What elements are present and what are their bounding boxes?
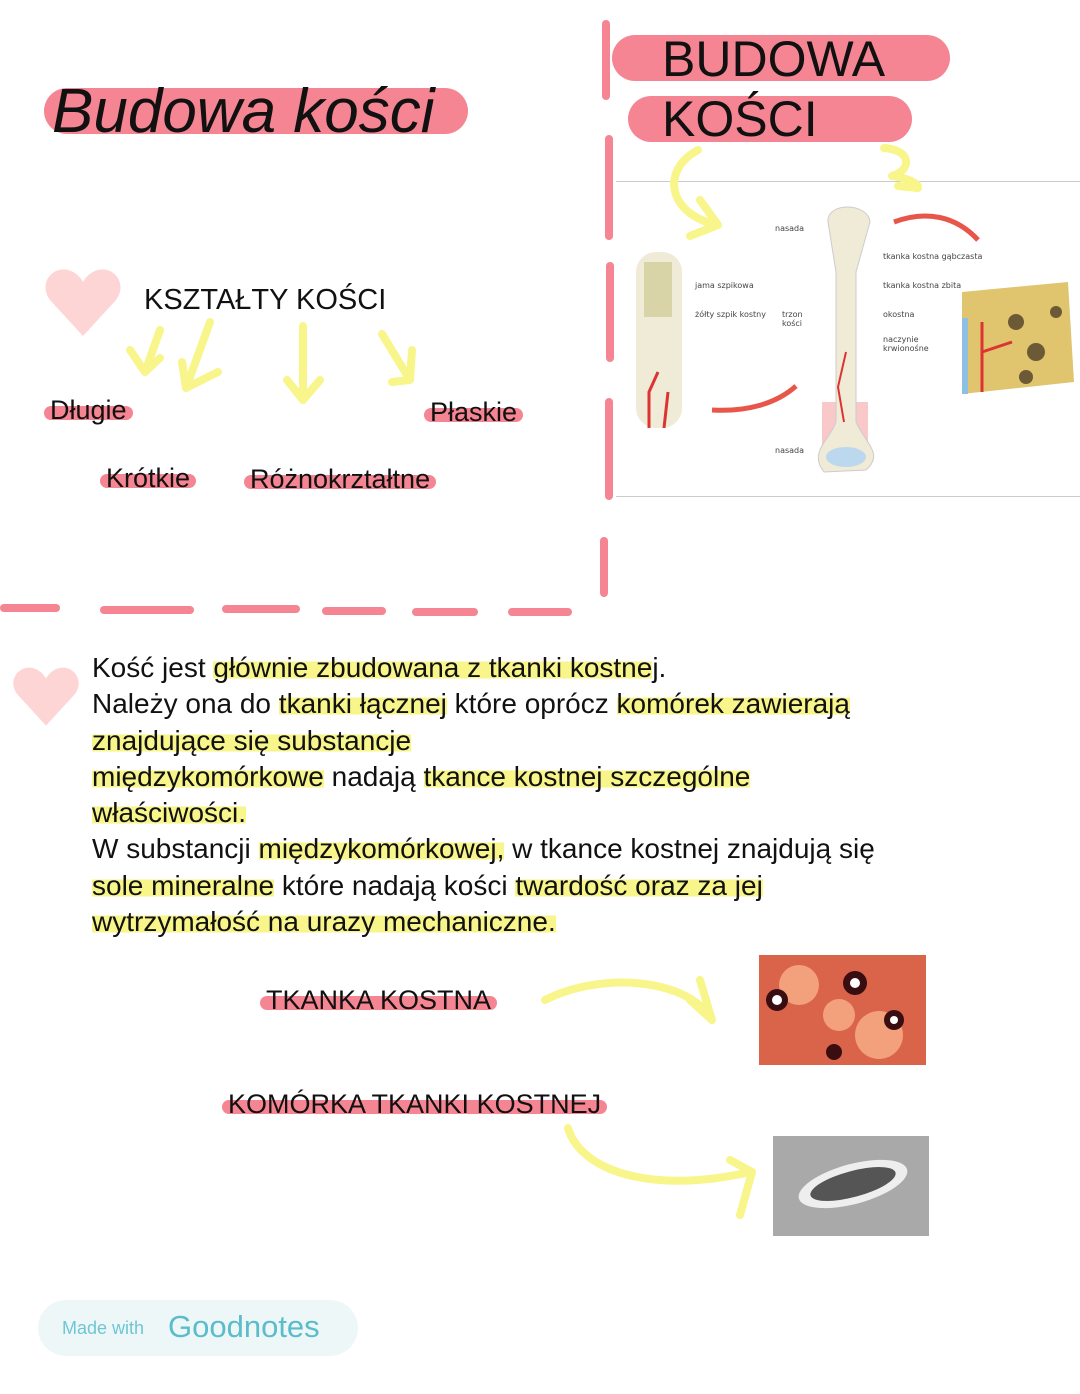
arrow-icon (545, 980, 712, 1020)
text-segment: które nadają kości (274, 869, 516, 901)
paragraph-line (92, 904, 992, 940)
description-paragraph (92, 650, 992, 940)
label-nasada: nasada (775, 224, 805, 233)
label-zbita: tkanka kostna zbita (883, 281, 962, 290)
arrow-icon (182, 322, 218, 388)
bone-cell-photo (773, 1136, 929, 1236)
cell-label: KOMÓRKA TKANKI KOSTNEJ (222, 1089, 607, 1120)
label-gabczasta: tkanka kostna gąbczasta (883, 252, 983, 261)
shape-flat: Płaskie (424, 397, 523, 428)
bone-tissue-photo (759, 955, 926, 1065)
label-okostna: okostna (883, 310, 915, 319)
paragraph-line (92, 686, 992, 722)
paragraph-line (92, 759, 992, 795)
shape-long: Długie (44, 395, 133, 426)
banner-title-line2: KOŚCI (662, 91, 818, 147)
shape-irregular: Różnokrztałtne (244, 464, 436, 495)
highlighted-text: międzykomórkowej, (258, 833, 505, 865)
highlighted-text: znajdujące się substancje (92, 724, 412, 756)
banner-title-line1: BUDOWA (662, 31, 886, 87)
divider (605, 135, 613, 240)
divider (322, 607, 386, 615)
divider (508, 608, 572, 616)
highlighted-text: wytrzymałość na urazy mechaniczne. (92, 906, 556, 938)
highlighted-text: sole mineralne (92, 869, 275, 901)
highlighted-text: międzykomórkowe (92, 760, 324, 792)
paragraph-line (92, 868, 992, 904)
highlighted-text: tkance kostnej szczególne (423, 760, 751, 792)
paragraph-line (92, 795, 992, 831)
highlighted-text: właściwości. (92, 797, 247, 829)
divider (412, 608, 478, 616)
highlighted-text: głównie zbudowana z tkanki kostne (213, 652, 653, 683)
goodnotes-logo: Goodnotes (168, 1309, 320, 1344)
paragraph-line (92, 650, 992, 686)
made-with-text: Made with (62, 1318, 145, 1338)
tissue-label: TKANKA KOSTNA (260, 985, 497, 1016)
divider (605, 398, 613, 500)
bone-illustration (616, 182, 1080, 496)
label-naczynie: naczynie krwionośne (883, 335, 929, 353)
highlighted-text: twardość oraz za jej (515, 869, 763, 901)
label-trzon: trzon kości (782, 310, 803, 328)
text-segment: Należy ona do (92, 688, 279, 720)
page-title: Budowa kości (52, 77, 435, 146)
text-segment: Kość jest (92, 652, 214, 683)
divider (100, 606, 194, 614)
arrow-icon (382, 334, 412, 382)
label-nasada: nasada (775, 446, 805, 455)
shapes-heading: KSZTAŁTY KOŚCI (144, 284, 387, 316)
bone-diagram (616, 181, 1080, 497)
shape-short: Krótkie (100, 463, 196, 494)
paragraph-line (92, 831, 992, 867)
divider (222, 605, 300, 613)
divider (606, 262, 614, 362)
heart-icon (12, 664, 80, 728)
highlighted-text: komórek zawierają (616, 688, 850, 720)
text-segment: nadają (323, 760, 424, 792)
text-segment: w tkance kostnej znajdują się (504, 833, 875, 865)
text-segment: które oprócz (446, 688, 617, 720)
divider (600, 537, 608, 597)
paragraph-line (92, 723, 992, 759)
arrow-icon (568, 1128, 752, 1215)
goodnotes-badge[interactable] (38, 1300, 358, 1356)
arrow-icon (130, 330, 160, 372)
label-szpik: żółty szpik kostny (695, 310, 766, 319)
arrow-icon (287, 326, 320, 400)
heart-icon (44, 266, 122, 338)
highlighted-text: tkanki łącznej (278, 688, 447, 720)
divider (0, 604, 60, 612)
label-jama: jama szpikowa (695, 281, 754, 290)
text-segment: W substancji (92, 833, 259, 865)
text-segment: j. (652, 652, 667, 683)
divider (602, 20, 610, 100)
